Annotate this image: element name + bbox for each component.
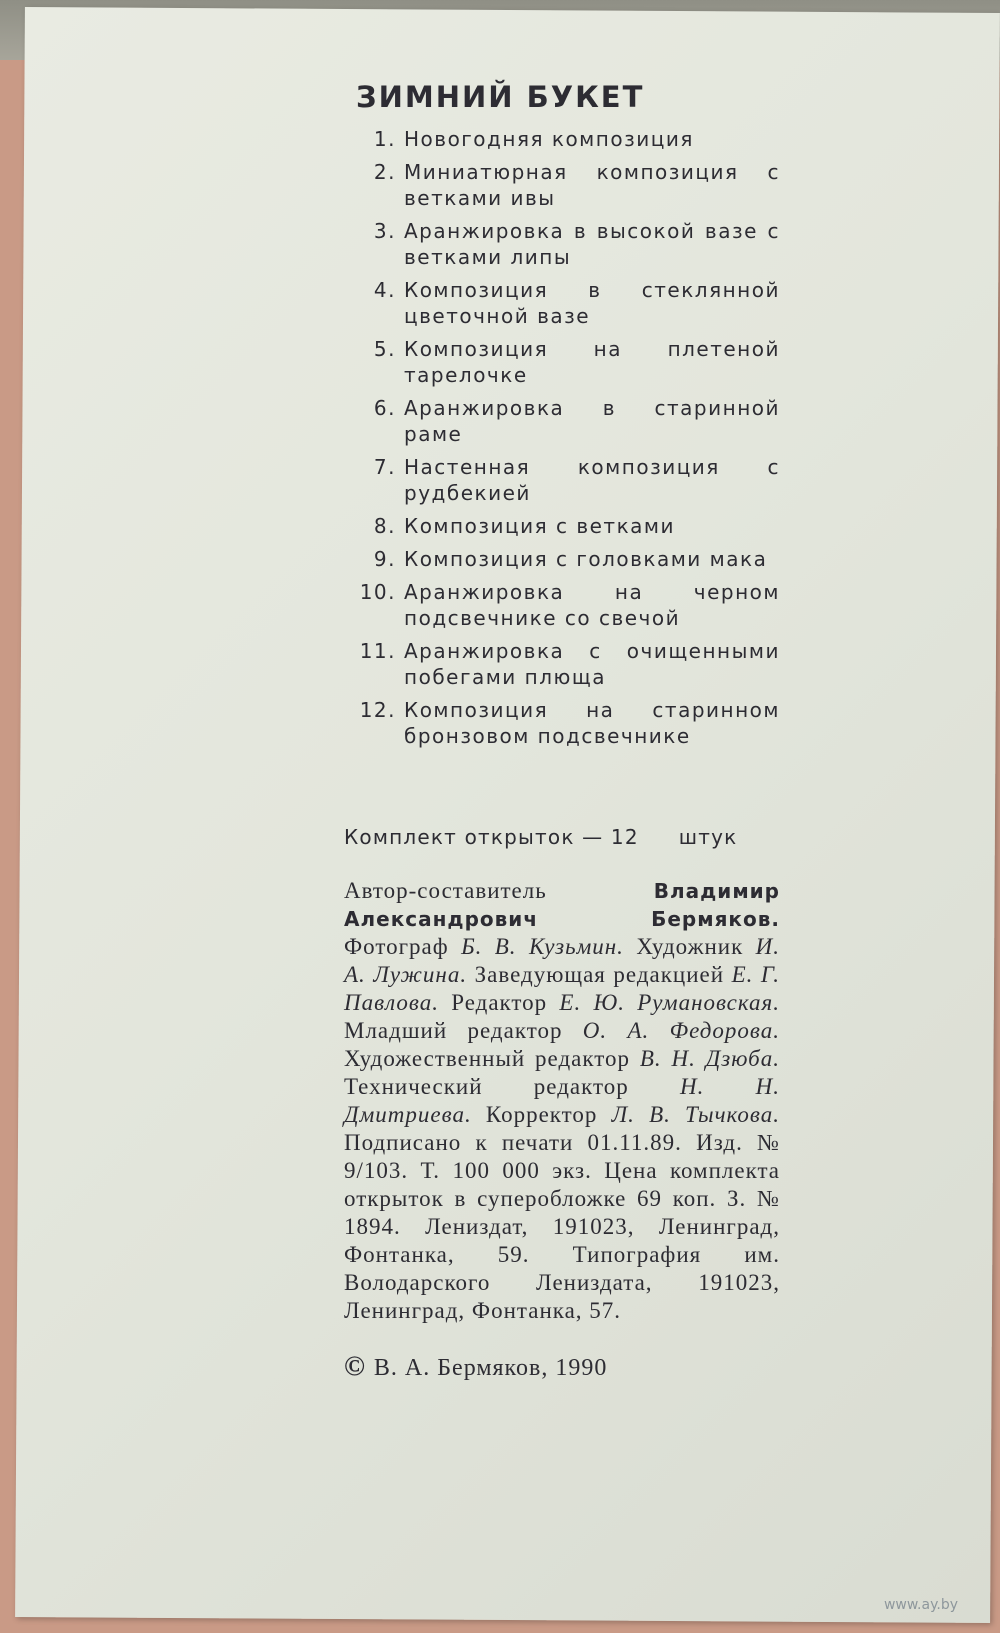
art-editor-name: В. Н. Дзюба.	[639, 1046, 780, 1071]
item-text: Аранжировка с очищенными побегами плюща	[404, 639, 780, 689]
item-text: Композиция на старинном бронзовом подсвечнике	[404, 698, 780, 748]
item-number: 10.	[359, 580, 396, 604]
item-text: Композиция с ветками	[404, 514, 675, 538]
artist-name: И. А. Лужина.	[344, 934, 781, 987]
set-count: 12	[610, 825, 639, 849]
list-item	[340, 546, 780, 572]
list-item	[340, 697, 780, 749]
list-item	[340, 454, 780, 506]
copyright-text: В. А. Бермяков, 1990	[373, 1355, 608, 1381]
publishing-info: Подписано к печати 01.11.89. Изд. № 9/103. Т. 100 000 экз. Цена комплекта открыток в суперобложке 69 коп. З. № 1894. Лениздат, 191023, Ленинград, Фонтанка, 59. Типография им. Володарского Лениздата, 191023, Ленинград, Фонтанка, 57.	[344, 1130, 780, 1323]
set-info	[340, 825, 780, 849]
corrector-label: Корректор	[485, 1102, 598, 1127]
list-item	[340, 218, 780, 270]
author-label: Автор-составитель	[344, 878, 547, 903]
contents-list	[340, 126, 780, 749]
photographer-name: Б. В. Кузьмин.	[461, 934, 624, 959]
item-number: 2.	[373, 160, 396, 184]
tech-editor-label: Технический редактор	[344, 1074, 629, 1099]
junior-editor-name: О. А. Федорова.	[582, 1018, 780, 1043]
item-text: Миниатюрная композиция с ветками ивы	[404, 160, 780, 210]
art-editor-label: Художественный редактор	[344, 1046, 630, 1071]
list-item	[340, 126, 780, 152]
copyright-icon: ©	[344, 1351, 366, 1382]
item-number: 5.	[373, 337, 396, 361]
head-label: Заведующая редакцией	[474, 962, 725, 987]
head-name: Е. Г. Павлова.	[344, 962, 781, 1015]
item-text: Композиция с головками мака	[404, 547, 768, 571]
item-number: 6.	[373, 396, 396, 420]
item-number: 8.	[373, 514, 396, 538]
copyright-line	[340, 1351, 780, 1383]
list-item	[340, 277, 780, 329]
list-item	[340, 513, 780, 539]
corrector-name: Л. В. Тычкова.	[611, 1102, 781, 1127]
document-title: ЗИМНИЙ БУКЕТ	[356, 80, 645, 114]
item-text: Новогодняя композиция	[404, 127, 694, 151]
item-text: Аранжировка в старинной раме	[404, 396, 780, 446]
item-number: 4.	[373, 278, 396, 302]
tech-editor-name: Н. Н. Дмитриева.	[344, 1074, 780, 1127]
item-number: 7.	[373, 455, 396, 479]
item-number: 9.	[373, 547, 396, 571]
item-number: 12.	[359, 698, 396, 722]
item-text: Композиция в стеклянной цветочной вазе	[404, 278, 780, 328]
list-item	[340, 159, 780, 211]
photographer-label: Фотограф	[344, 934, 449, 959]
set-unit: штук	[678, 825, 738, 849]
list-item	[340, 579, 780, 631]
list-item	[340, 395, 780, 447]
credits-block	[340, 877, 780, 1325]
author-name: Владимир Александрович Бермяков.	[344, 879, 780, 931]
set-label: Комплект открыток —	[344, 825, 604, 849]
item-text: Аранжировка на черном подсвечнике со свечой	[404, 580, 780, 630]
item-text: Аранжировка в высокой вазе с ветками липы	[404, 219, 780, 269]
artist-label: Художник	[636, 934, 744, 959]
junior-editor-label: Младший редактор	[344, 1018, 563, 1043]
editor-label: Редактор	[451, 990, 548, 1015]
item-text: Композиция на плетеной тарелочке	[404, 337, 780, 387]
document-content	[340, 80, 780, 1383]
list-item	[340, 638, 780, 690]
item-text: Настенная композиция с рудбекией	[404, 455, 780, 505]
item-number: 1.	[373, 127, 396, 151]
item-number: 11.	[359, 639, 396, 663]
list-item	[340, 336, 780, 388]
editor-name: Е. Ю. Румановская.	[559, 990, 780, 1015]
item-number: 3.	[373, 219, 396, 243]
watermark: www.ay.by	[883, 1597, 958, 1613]
